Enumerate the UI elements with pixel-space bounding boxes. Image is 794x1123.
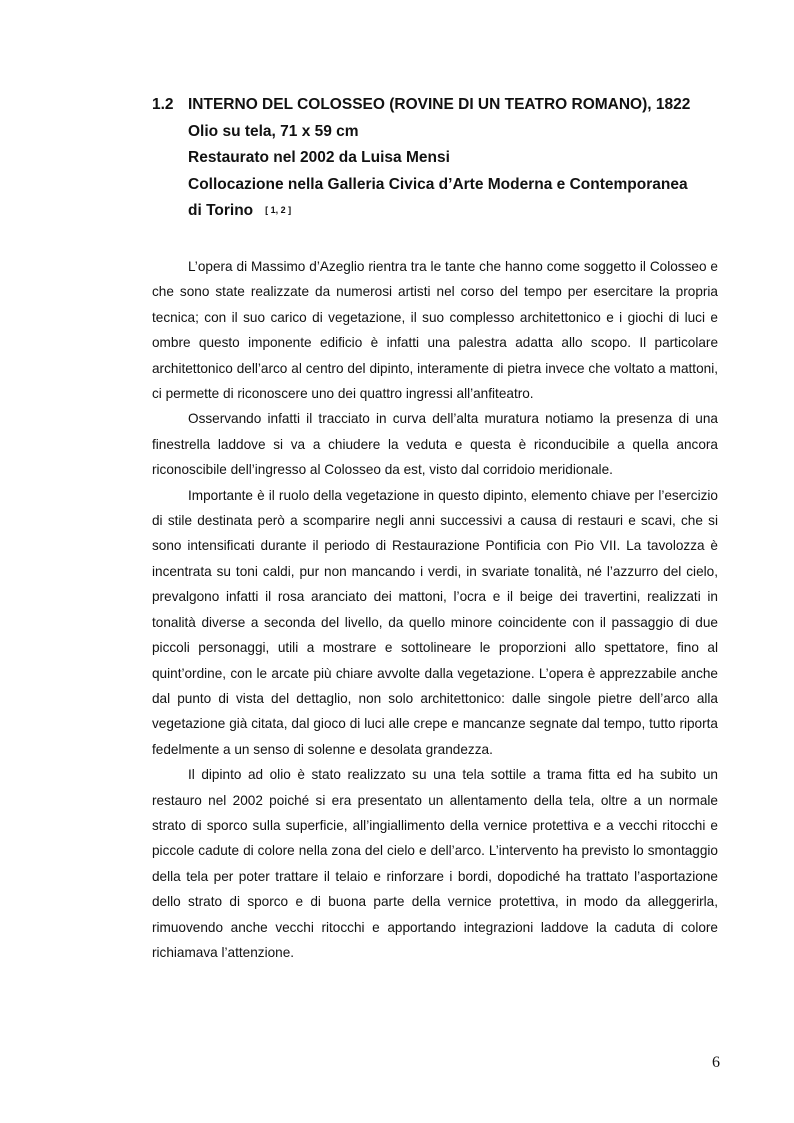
- paragraph: L’opera di Massimo d’Azeglio rientra tra le tante che hanno come soggetto il Colosseo e che sono state realizzate da numerosi artisti nel corso del tempo per esercitare la propria tecnica; con il suo carico di vegetazione, il suo complesso architettonico e i giochi di luci e ombre questo imponente edificio è infatti una palestra adatta allo scopo. Il particolare architettonico dell’arco al centro del dipinto, interamente di pietra invece che voltato a mattoni, ci permette di riconoscere uno dei quattro ingressi all’anfiteatro.: [152, 259, 718, 402]
- section-number: 1.2: [152, 96, 174, 113]
- artwork-location-continued: [152, 198, 742, 225]
- body-text: [152, 254, 718, 965]
- artwork-restoration: Restaurato nel 2002 da Luisa Mensi: [188, 149, 450, 166]
- page-number: 6: [712, 1054, 720, 1071]
- section-heading: [152, 92, 742, 225]
- paragraph: Il dipinto ad olio è stato realizzato su una tela sottile a trama fitta ed ha subito un restauro nel 2002 poiché si era presentato un allentamento della tela, oltre a un normale strato di sporco sulla superficie, all’ingiallimento della vernice protettiva e a vecchi ritocchi e piccole cadute di colore nella zona del cielo e dell’arco. L’intervento ha previsto lo smontaggio della tela per poter trattare il telaio e rinforzare i bordi, dopodiché ha trattato l’asportazione dello strato di sporco e di buona parte della vernice protettiva, in modo da alleggerirla, rimuovendo anche vecchi ritocchi e apportando integrazioni laddove la caduta di colore richiamava l’attenzione.: [152, 767, 718, 960]
- artwork-location-city: di Torino: [188, 202, 254, 219]
- paragraph: Osservando infatti il tracciato in curva dell’alta muratura notiamo la presenza di una finestrella laddove si va a chiudere la veduta e questa è riconducibile a quella ancora riconoscibile dell’ingresso al Colosseo da est, visto dal corridoio meridionale.: [152, 411, 718, 478]
- artwork-title: INTERNO DEL COLOSSEO (ROVINE DI UN TEATRO ROMANO), 1822: [188, 96, 691, 113]
- heading-title-row: [152, 92, 742, 119]
- artwork-medium: Olio su tela, 71 x 59 cm: [188, 122, 359, 140]
- artwork-location: Collocazione nella Galleria Civica d’Arte Moderna e Contemporanea: [188, 175, 688, 193]
- paragraph: Importante è il ruolo della vegetazione in questo dipinto, elemento chiave per l’esercizio di stile destinata però a scomparire negli anni successivi a causa di restauri e scavi, che si sono intensificati durante il periodo di Restaurazione Pontificia con Pio VII. La tavolozza è incentrata su toni caldi, pur non mancando i verdi, in svariate tonalità, né l’azzurro del cielo, prevalgono infatti il rosa aranciato dei mattoni, l’ocra e il beige dei travertini, realizzati in tonalità diverse a seconda del livello, da quello minore coincidente con il passaggio di due piccoli personaggi, utili a mostrare e sottolineare le proporzioni allo spettatore, fino al quint’ordine, con le arcate più chiare avvolte dalla vegetazione. L’opera è apprezzabile anche dal punto di vista del dettaglio, non solo architettonico: dalle singole pietre dell’arco alla vegetazione già citata, dal gioco di luci alle crepe e mancanze segnate dal tempo, tutto riporta fedelmente a un senso di solenne e desolata grandezza.: [152, 487, 718, 757]
- reference-markers: [ 1, 2 ]: [265, 205, 292, 215]
